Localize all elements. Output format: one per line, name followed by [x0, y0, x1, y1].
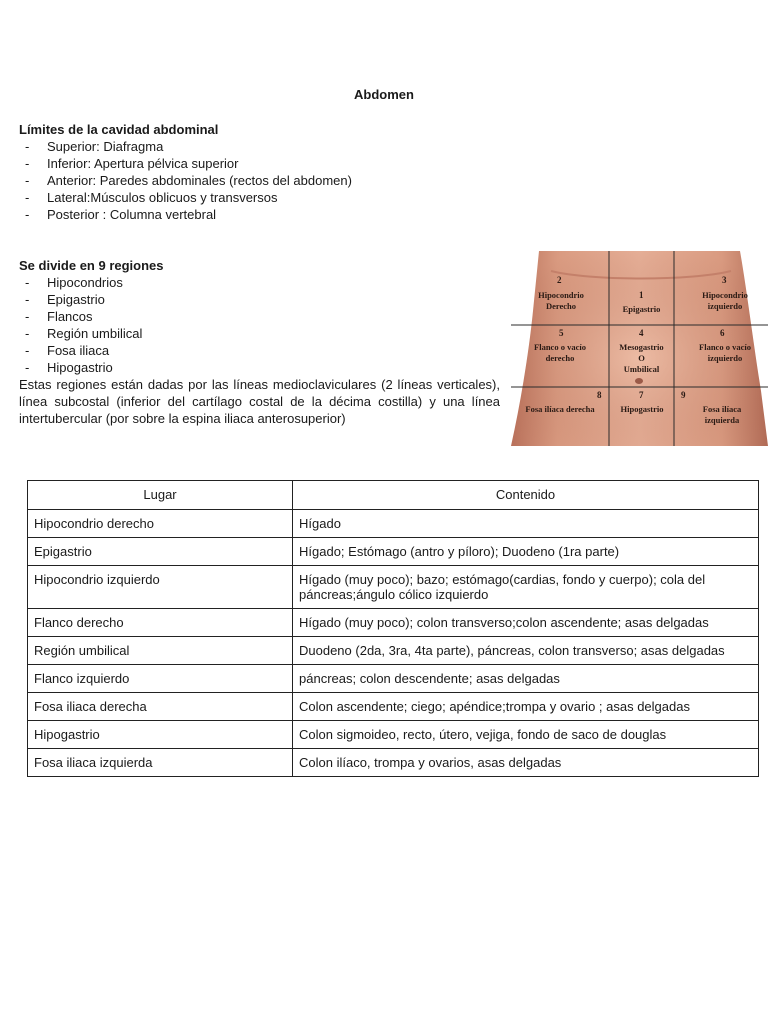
page-title: Abdomen [354, 87, 414, 102]
limits-list [19, 138, 352, 223]
region-label-fosa-iliaca-izquierda: Fosa ilíaca izquierda [702, 404, 742, 425]
table-row [28, 510, 759, 538]
table-row [28, 749, 759, 777]
cell-lugar: Flanco izquierdo [28, 665, 293, 693]
table-row [28, 538, 759, 566]
region-label-flanco-izquierdo: Flanco o vacío izquierdo [699, 342, 751, 363]
region-number: 9 [681, 390, 686, 400]
cell-contenido: Hígado (muy poco); colon transverso;colon ascendente; asas delgadas [293, 609, 759, 637]
region-label-fosa-iliaca-derecha: Fosa ilíaca derecha [525, 404, 595, 414]
regions-section [19, 257, 500, 427]
list-item: - Hipogastrio [19, 359, 500, 376]
cell-contenido: Colon sigmoideo, recto, útero, vejiga, fondo de saco de douglas [293, 721, 759, 749]
region-number: 5 [559, 328, 564, 338]
cell-lugar: Región umbilical [28, 637, 293, 665]
region-number: 3 [722, 275, 727, 285]
cell-contenido: páncreas; colon descendente; asas delgadas [293, 665, 759, 693]
regions-contents-table [27, 480, 759, 777]
column-header-lugar: Lugar [28, 481, 293, 510]
table-row [28, 721, 759, 749]
cell-lugar: Fosa iliaca izquierda [28, 749, 293, 777]
cell-lugar: Flanco derecho [28, 609, 293, 637]
cell-contenido: Colon ascendente; ciego; apéndice;trompa y ovario ; asas delgadas [293, 693, 759, 721]
list-item: - Flancos [19, 308, 500, 325]
cell-contenido: Hígado [293, 510, 759, 538]
cell-contenido: Hígado; Estómago (antro y píloro); Duodeno (1ra parte) [293, 538, 759, 566]
limits-heading: Límites de la cavidad abdominal [19, 122, 219, 137]
cell-contenido: Colon ilíaco, trompa y ovarios, asas delgadas [293, 749, 759, 777]
list-item: - Inferior: Apertura pélvica superior [19, 155, 352, 172]
region-label-mesogastrio: Mesogastrio O Umbilical [619, 342, 664, 374]
cell-lugar: Epigastrio [28, 538, 293, 566]
list-item: - Región umbilical [19, 325, 500, 342]
cell-lugar: Hipocondrio izquierdo [28, 566, 293, 609]
table-row [28, 693, 759, 721]
region-label-epigastrio: Epigastrio [622, 304, 661, 314]
column-header-contenido: Contenido [293, 481, 759, 510]
regions-list [19, 274, 500, 376]
table-row [28, 637, 759, 665]
cell-contenido: Hígado (muy poco); bazo; estómago(cardias, fondo y cuerpo); cola del páncreas;ángulo cólico izquierdo [293, 566, 759, 609]
table-row [28, 566, 759, 609]
region-number: 2 [557, 275, 562, 285]
list-item: - Superior: Diafragma [19, 138, 352, 155]
list-item: - Hipocondrios [19, 274, 500, 291]
region-label-flanco-derecho: Flanco o vacío derecho [534, 342, 586, 363]
region-number: 8 [597, 390, 602, 400]
table-row [28, 609, 759, 637]
table-row [28, 665, 759, 693]
region-label-hipogastrio: Hipogastrio [620, 404, 664, 414]
list-item: - Posterior : Columna vertebral [19, 206, 352, 223]
list-item: - Epigastrio [19, 291, 500, 308]
list-item: - Lateral:Músculos oblicuos y transversos [19, 189, 352, 206]
abdomen-regions-figure [511, 251, 768, 446]
cell-contenido: Duodeno (2da, 3ra, 4ta parte), páncreas, colon transverso; asas delgadas [293, 637, 759, 665]
list-item: - Fosa iliaca [19, 342, 500, 359]
limits-section [19, 121, 352, 223]
region-number: 1 [639, 290, 644, 300]
regions-paragraph: Estas regiones están dadas por las líneas medioclaviculares (2 líneas verticales), línea subcostal (inferior del cartílago costal de la décima costilla) y una línea intertubercular (por sobre la espina iliaca anterosuperior) [19, 377, 500, 426]
cell-lugar: Hipogastrio [28, 721, 293, 749]
cell-lugar: Fosa iliaca derecha [28, 693, 293, 721]
region-number: 7 [639, 390, 644, 400]
list-item: - Anterior: Paredes abdominales (rectos del abdomen) [19, 172, 352, 189]
region-label-hipocondrio-izquierdo: Hipocondrio izquierdo [702, 290, 748, 311]
region-number: 6 [720, 328, 725, 338]
region-label-hipocondrio-derecho: Hipocondrio Derecho [538, 290, 584, 311]
cell-lugar: Hipocondrio derecho [28, 510, 293, 538]
regions-heading: Se divide en 9 regiones [19, 258, 164, 273]
table-header-row [28, 481, 759, 510]
region-number: 4 [639, 328, 644, 338]
